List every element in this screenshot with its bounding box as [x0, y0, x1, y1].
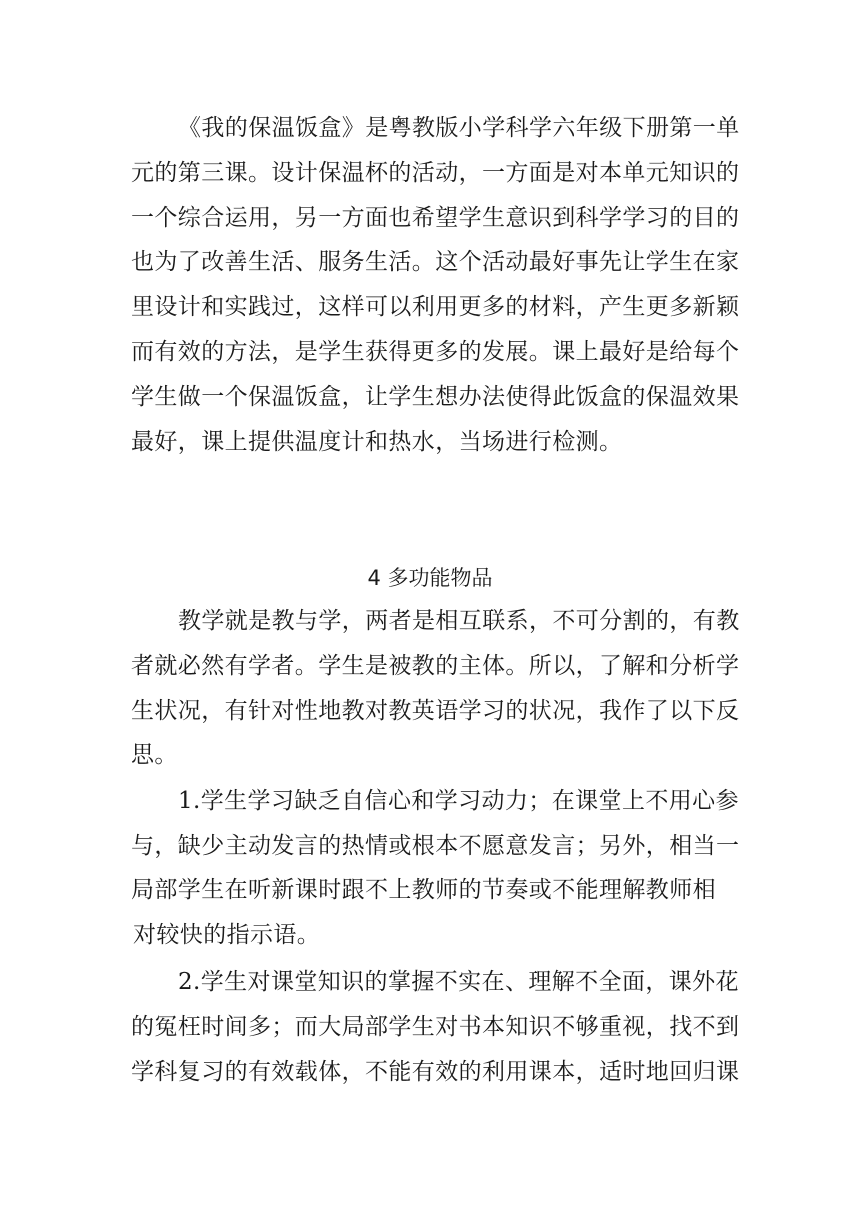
section-heading: 4 多功能物品: [367, 566, 493, 590]
text-line: 者就必然有学者。学生是被教的主体。所以，了解和分析学: [131, 653, 740, 679]
text-line: 1.学生学习缺乏自信心和学习动力；在课堂上不用心参: [178, 788, 739, 814]
text-line: 学科复习的有效载体，不能有效的利用课本，适时地回归课: [131, 1059, 740, 1085]
text-line: 最好，课上提供温度计和热水，当场进行检测。: [131, 429, 623, 455]
text-line: 的冤枉时间多；而大局部学生对书本知识不够重视，找不到: [131, 1014, 740, 1040]
text-line: 局部学生在听新课时跟不上教师的节奏或不能理解教师相: [131, 877, 716, 903]
text-line: 一个综合运用，另一方面也希望学生意识到科学学习的目的: [131, 205, 740, 231]
text-line: 也为了改善生活、服务生活。这个活动最好事先让学生在家: [131, 249, 740, 275]
text-line: 里设计和实践过，这样可以利用更多的材料，产生更多新颖: [131, 294, 740, 320]
text-line: 教学就是教与学，两者是相互联系，不可分割的，有教: [178, 608, 740, 634]
text-line: 学生做一个保温饭盒，让学生想办法使得此饭盒的保温效果: [131, 384, 740, 410]
text-line: 2.学生对课堂知识的掌握不实在、理解不全面，课外花: [178, 969, 739, 995]
text-line: 生状况，有针对性地教对教英语学习的状况，我作了以下反: [131, 698, 740, 724]
text-line: 思。: [131, 742, 178, 768]
text-line: 与，缺少主动发言的热情或根本不愿意发言；另外，相当一: [131, 833, 740, 859]
text-line: 《我的保温饭盒》是粤教版小学科学六年级下册第一单: [178, 115, 740, 141]
text-line: 对较快的指示语。: [133, 922, 321, 948]
text-line: 元的第三课。设计保温杯的活动，一方面是对本单元知识的: [131, 160, 740, 186]
text-line: 而有效的方法，是学生获得更多的发展。课上最好是给每个: [131, 339, 740, 365]
